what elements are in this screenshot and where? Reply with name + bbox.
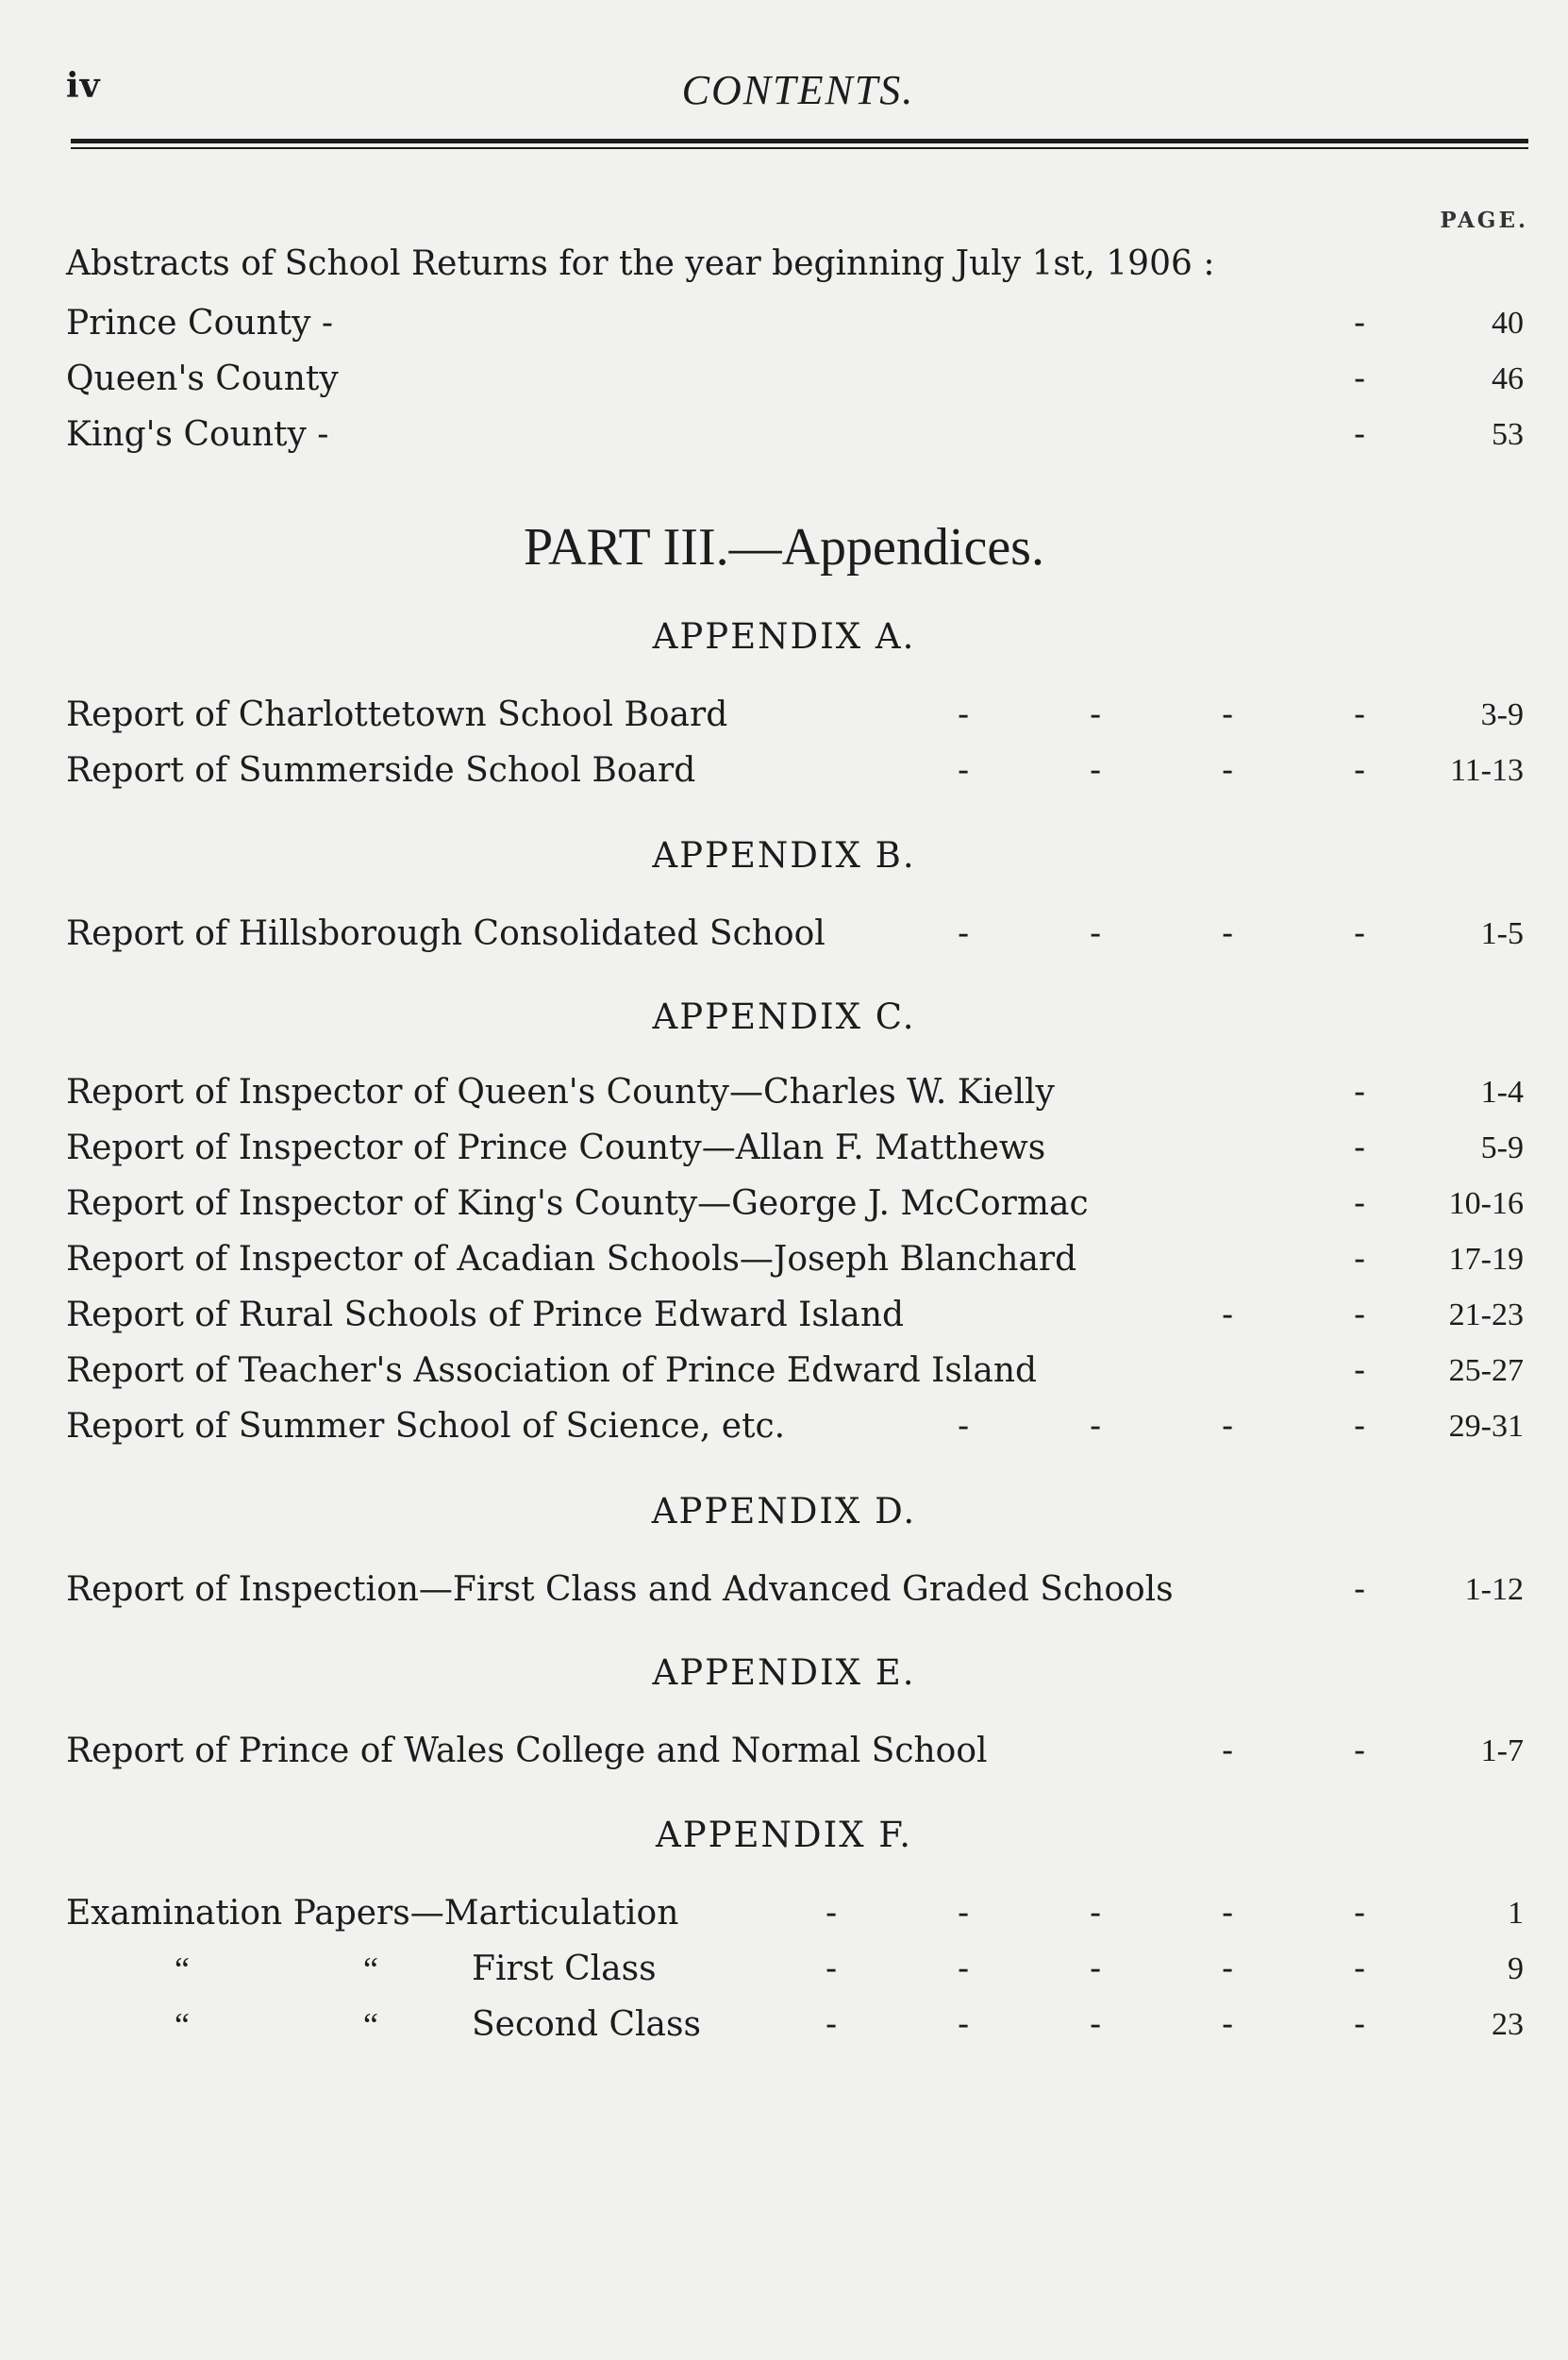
toc-entry — [66, 300, 1524, 347]
page-header — [66, 66, 1530, 123]
leader-dash: - — [958, 751, 970, 790]
toc-entry-page: 17-19 — [1448, 1242, 1524, 1277]
toc-entry-page: 29-31 — [1448, 1409, 1524, 1444]
appendix-heading: APPENDIX B. — [652, 835, 916, 876]
toc-entry — [66, 1347, 1524, 1395]
toc-entry-title: Report of Teacher's Association of Prince Edward Island — [66, 1351, 1038, 1390]
toc-entry-title: Report of Inspector of Acadian Schools—Joseph Blanchard — [66, 1240, 1077, 1279]
dot-leader — [66, 2001, 1366, 2049]
leader-dash: - — [1090, 2005, 1102, 2044]
dot-leader — [66, 692, 1366, 739]
ditto-mark: “ — [175, 1950, 190, 1988]
dot-leader — [66, 1403, 1366, 1450]
dot-leader — [66, 1946, 1366, 1993]
leader-dash: - — [1354, 1950, 1366, 1988]
toc-entry — [66, 411, 1524, 459]
toc-entry-title: Report of Hillsborough Consolidated School — [66, 914, 826, 953]
leader-dash: - — [826, 1950, 838, 1988]
toc-entry-page: 10-16 — [1448, 1186, 1524, 1221]
header-rule-thin — [71, 147, 1528, 149]
dot-leader — [66, 1347, 1366, 1395]
toc-entry-title: Prince County - — [66, 304, 334, 343]
leader-dash: - — [1222, 1950, 1234, 1988]
toc-entry-title: Report of Inspector of Prince County—Allan F. Matthews — [66, 1129, 1046, 1167]
dot-leader — [66, 1125, 1366, 1172]
leader-dash: - — [1354, 751, 1366, 790]
toc-entry — [66, 1069, 1524, 1116]
toc-entry — [66, 1236, 1524, 1283]
appendix-heading: APPENDIX F. — [656, 1815, 912, 1855]
dot-leader — [66, 356, 1366, 403]
ditto-mark: “ — [175, 2006, 190, 2044]
leader-dash: - — [1354, 1240, 1366, 1279]
toc-entry-page: 5-9 — [1480, 1130, 1524, 1165]
leader-dash: - — [1090, 695, 1102, 734]
dot-leader — [66, 1069, 1366, 1116]
toc-entry — [66, 692, 1524, 739]
toc-entry — [66, 1180, 1524, 1228]
toc-entry — [66, 911, 1524, 958]
leader-dash: - — [1222, 1894, 1234, 1933]
leader-dash: - — [1354, 1073, 1366, 1112]
toc-entry-page: 21-23 — [1448, 1297, 1524, 1332]
toc-entry-title: Report of Prince of Wales College and Normal School — [66, 1732, 988, 1770]
leader-dash: - — [958, 1407, 970, 1446]
leader-dash: - — [1354, 304, 1366, 343]
leader-dash: - — [1354, 415, 1366, 454]
part-heading: PART III.—Appendices. — [524, 518, 1044, 577]
toc-entry-page: 1-5 — [1480, 916, 1524, 951]
toc-entry-title: Report of Inspection—First Class and Advanced Graded Schools — [66, 1570, 1174, 1609]
toc-entry — [66, 356, 1524, 403]
appendix-heading: APPENDIX C. — [652, 996, 916, 1037]
toc-entry-page: 25-27 — [1448, 1353, 1524, 1388]
leader-dash: - — [1354, 695, 1366, 734]
appendix-heading: APPENDIX A. — [652, 616, 916, 657]
leader-dash: - — [826, 1894, 838, 1933]
toc-entry-title: Report of Inspector of Queen's County—Charles W. Kielly — [66, 1073, 1055, 1112]
leader-dash: - — [1222, 2005, 1234, 2044]
abstracts-intro — [66, 241, 1524, 288]
toc-entry-title: Second Class — [472, 2005, 701, 2044]
leader-dash: - — [958, 914, 970, 953]
leader-dash: - — [958, 2005, 970, 2044]
toc-entry — [66, 1125, 1524, 1172]
toc-entry-title: Examination Papers—Marticulation — [66, 1894, 679, 1933]
leader-dash: - — [1354, 1129, 1366, 1167]
toc-entry-title: Report of Charlottetown School Board — [66, 695, 728, 734]
toc-entry — [66, 1566, 1524, 1614]
toc-entry-page: 1-7 — [1480, 1733, 1524, 1768]
leader-dash: - — [1354, 1351, 1366, 1390]
dot-leader — [66, 411, 1366, 459]
leader-dash: - — [1222, 914, 1234, 953]
toc-entry-title: Report of Inspector of King's County—George J. McCormac — [66, 1184, 1089, 1223]
leader-dash: - — [826, 2005, 838, 2044]
leader-dash: - — [958, 1894, 970, 1933]
toc-entry-title: Report of Summerside School Board — [66, 751, 696, 790]
toc-entry — [66, 1292, 1524, 1339]
leader-dash: - — [1354, 1732, 1366, 1770]
leader-dash: - — [1354, 914, 1366, 953]
leader-dash: - — [1354, 1407, 1366, 1446]
dot-leader — [66, 1728, 1366, 1775]
leader-dash: - — [1222, 1296, 1234, 1334]
page-number: iv — [66, 66, 101, 106]
header-rule — [71, 139, 1528, 152]
toc-entry-page: 9 — [1508, 1951, 1524, 1986]
toc-entry — [66, 747, 1524, 795]
dot-leader — [66, 747, 1366, 795]
toc-entry-page: 23 — [1492, 2007, 1524, 2042]
leader-dash: - — [958, 1950, 970, 1988]
leader-dash: - — [958, 695, 970, 734]
toc-entry-title: First Class — [472, 1950, 657, 1988]
toc-entry-page: 53 — [1492, 417, 1524, 452]
leader-dash: - — [1222, 751, 1234, 790]
running-title: CONTENTS. — [681, 67, 915, 113]
toc-entry-title: King's County - — [66, 415, 329, 454]
leader-dash: - — [1090, 1894, 1102, 1933]
toc-entry — [66, 1890, 1524, 1937]
toc-entry-page: 11-13 — [1449, 753, 1524, 788]
leader-dash: - — [1354, 1894, 1366, 1933]
abstracts-intro-text: Abstracts of School Returns for the year beginning July 1st, 1906 : — [66, 244, 1215, 283]
leader-dash: - — [1222, 1732, 1234, 1770]
toc-entry-page: 1 — [1508, 1896, 1524, 1931]
toc-entry-page: 46 — [1492, 361, 1524, 396]
leader-dash: - — [1090, 1950, 1102, 1988]
toc-entry-page: 1-4 — [1480, 1075, 1524, 1110]
leader-dash: - — [1354, 360, 1366, 398]
toc-entry — [66, 2001, 1524, 2049]
leader-dash: - — [1354, 2005, 1366, 2044]
toc-entry-title: Queen's County — [66, 360, 339, 398]
leader-dash: - — [1354, 1184, 1366, 1223]
toc-entry-page: 1-12 — [1464, 1572, 1524, 1607]
header-rule-thick — [71, 139, 1528, 143]
toc-entry — [66, 1728, 1524, 1775]
toc-entry-page: 40 — [1492, 306, 1524, 341]
dot-leader — [66, 1236, 1366, 1283]
leader-dash: - — [1354, 1570, 1366, 1609]
toc-entry-page: 3-9 — [1480, 697, 1524, 732]
dot-leader — [66, 1566, 1366, 1614]
toc-entry-title: Report of Summer School of Science, etc. — [66, 1407, 786, 1446]
dot-leader — [66, 1180, 1366, 1228]
dot-leader — [66, 300, 1366, 347]
leader-dash: - — [1222, 1407, 1234, 1446]
dot-leader — [66, 911, 1366, 958]
ditto-mark: “ — [363, 2006, 378, 2044]
leader-dash: - — [1090, 1407, 1102, 1446]
toc-entry-title: Report of Rural Schools of Prince Edward Island — [66, 1296, 905, 1334]
toc-entry — [66, 1946, 1524, 1993]
appendix-heading: APPENDIX E. — [652, 1652, 916, 1693]
page-column-label: PAGE. — [1440, 208, 1528, 233]
leader-dash: - — [1090, 751, 1102, 790]
leader-dash: - — [1090, 914, 1102, 953]
leader-dash: - — [1354, 1296, 1366, 1334]
dot-leader — [66, 1890, 1366, 1937]
leader-dash: - — [1222, 695, 1234, 734]
toc-entry — [66, 1403, 1524, 1450]
dot-leader — [66, 1292, 1366, 1339]
ditto-mark: “ — [363, 1950, 378, 1988]
appendix-heading: APPENDIX D. — [651, 1491, 917, 1531]
